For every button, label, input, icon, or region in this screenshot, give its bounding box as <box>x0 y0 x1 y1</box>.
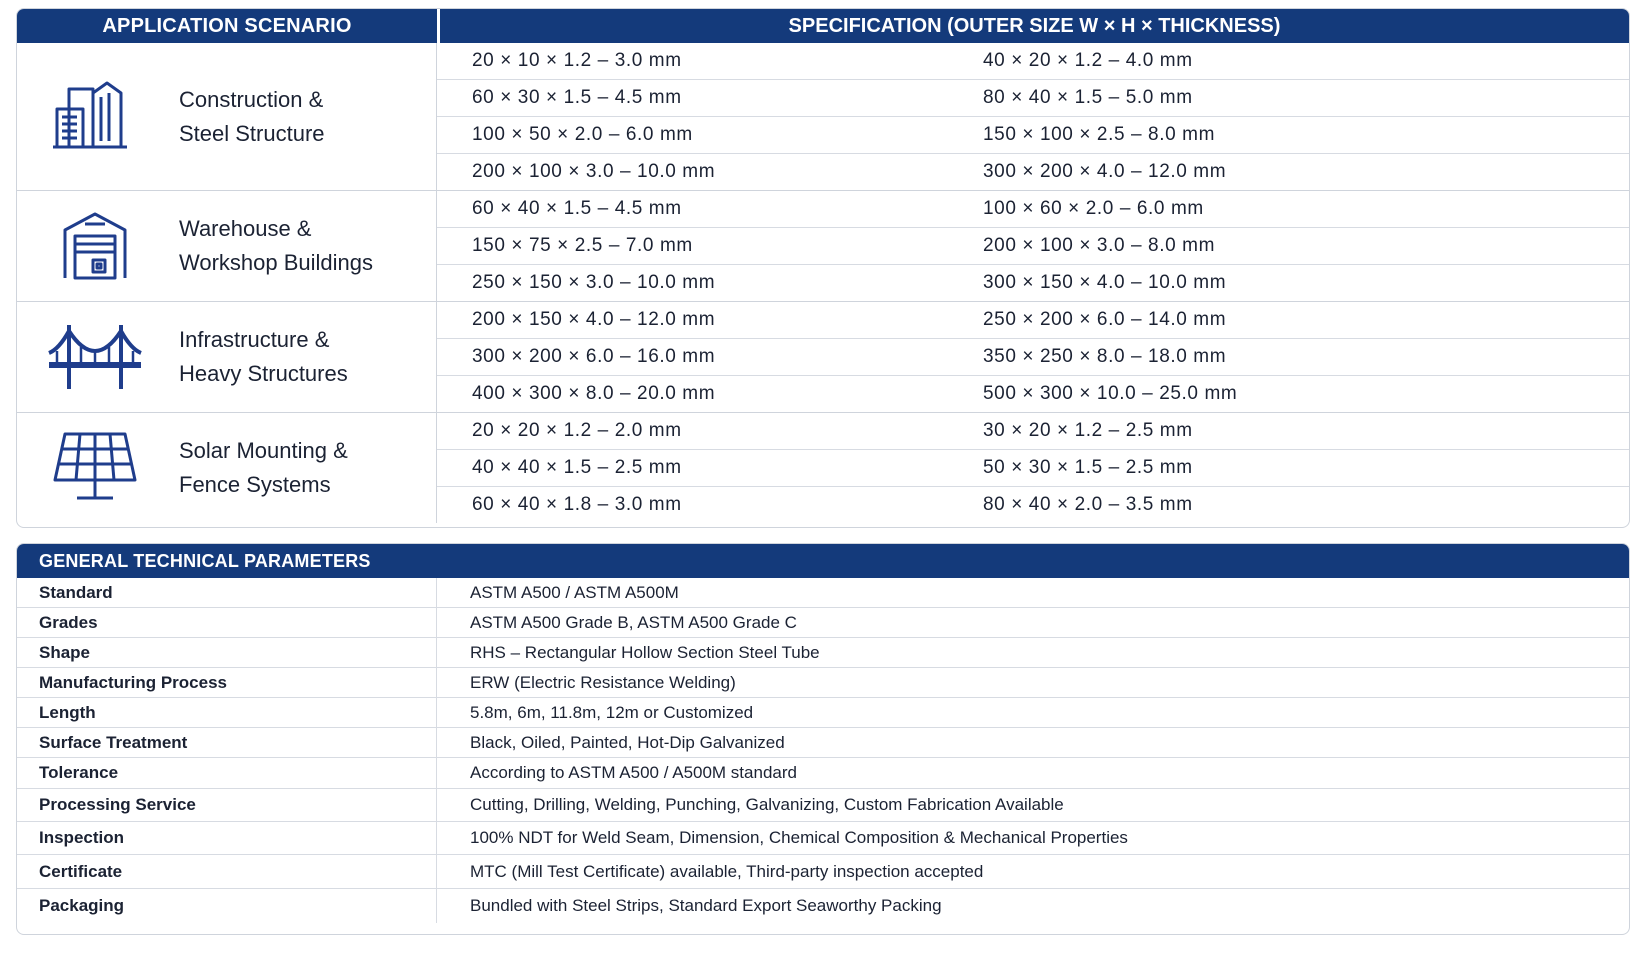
spec-size-cell: 150 × 100 × 2.5 – 8.0 mm <box>983 124 1215 145</box>
param-value: Cutting, Drilling, Welding, Punching, Galvanizing, Custom Fabrication Available <box>470 795 1064 814</box>
table-row <box>437 375 1629 412</box>
param-key: Shape <box>17 638 437 667</box>
spec-size-cell: 40 × 40 × 1.5 – 2.5 mm <box>472 457 682 478</box>
spec-rows <box>437 302 1629 412</box>
table-row <box>17 637 1629 667</box>
header-specification: SPECIFICATION (OUTER SIZE W × H × THICKNESS) <box>437 9 1629 43</box>
param-value: RHS – Rectangular Hollow Section Steel Tube <box>470 642 820 662</box>
param-value: 5.8m, 6m, 11.8m, 12m or Customized <box>470 702 754 722</box>
table-row <box>17 578 1629 607</box>
spec-size-cell: 200 × 100 × 3.0 – 10.0 mm <box>472 161 716 182</box>
param-value: ASTM A500 / ASTM A500M <box>470 582 679 602</box>
spec-size-cell: 60 × 40 × 1.5 – 4.5 mm <box>472 198 682 219</box>
spec-size-cell: 500 × 300 × 10.0 – 25.0 mm <box>983 383 1238 404</box>
spec-size-cell: 60 × 30 × 1.5 – 4.5 mm <box>472 87 682 108</box>
spec-rows <box>437 43 1629 190</box>
spec-size-cell: 30 × 20 × 1.2 – 2.5 mm <box>983 420 1193 441</box>
table-row <box>17 697 1629 727</box>
application-scenario-cell <box>17 302 437 412</box>
param-value: Bundled with Steel Strips, Standard Export Seaworthy Packing <box>470 896 942 915</box>
table-row <box>437 338 1629 375</box>
bridge-icon <box>45 317 145 397</box>
param-value: MTC (Mill Test Certificate) available, Third-party inspection accepted <box>470 861 984 881</box>
params-rows <box>17 578 1629 923</box>
scenario-label: Construction & Steel Structure <box>179 86 325 146</box>
spec-size-cell: 150 × 75 × 2.5 – 7.0 mm <box>472 235 693 256</box>
table-row <box>437 486 1629 523</box>
param-value: 100% NDT for Weld Seam, Dimension, Chemical Composition & Mechanical Properties <box>470 828 1128 847</box>
param-key: Grades <box>17 608 437 637</box>
spec-rows <box>437 413 1629 523</box>
technical-parameters-table <box>16 543 1630 935</box>
table-row <box>437 116 1629 153</box>
param-key: Inspection <box>17 822 437 854</box>
spec-table-header <box>17 9 1629 43</box>
table-row <box>17 854 1629 888</box>
table-row <box>437 227 1629 264</box>
table-row <box>17 667 1629 697</box>
spec-size-cell: 80 × 40 × 1.5 – 5.0 mm <box>983 87 1193 108</box>
param-key: Manufacturing Process <box>17 668 437 697</box>
spec-size-cell: 80 × 40 × 2.0 – 3.5 mm <box>983 494 1193 515</box>
param-key: Packaging <box>17 889 437 923</box>
specification-table <box>16 8 1630 528</box>
spec-size-cell: 100 × 50 × 2.0 – 6.0 mm <box>472 124 693 145</box>
param-key: Standard <box>17 578 437 607</box>
table-row <box>437 79 1629 116</box>
param-key: Length <box>17 698 437 727</box>
scenario-label: Solar Mounting & Fence Systems <box>179 438 348 497</box>
scenario-group <box>17 301 1629 412</box>
spec-size-cell: 300 × 200 × 4.0 – 12.0 mm <box>983 161 1227 182</box>
header-application-scenario: APPLICATION SCENARIO <box>102 14 352 37</box>
table-row <box>437 264 1629 301</box>
table-row <box>437 413 1629 449</box>
application-scenario-cell <box>17 191 437 301</box>
spec-size-cell: 250 × 200 × 6.0 – 14.0 mm <box>983 309 1227 330</box>
spec-size-cell: 400 × 300 × 8.0 – 20.0 mm <box>472 383 716 404</box>
spec-size-cell: 60 × 40 × 1.8 – 3.0 mm <box>472 494 682 515</box>
scenario-group <box>17 190 1629 301</box>
param-key: Certificate <box>17 855 437 888</box>
spec-size-cell: 50 × 30 × 1.5 – 2.5 mm <box>983 457 1193 478</box>
param-key: Processing Service <box>17 789 437 821</box>
scenario-group <box>17 412 1629 523</box>
solar-panel-icon <box>45 428 145 508</box>
scenario-group <box>17 43 1629 190</box>
warehouse-icon <box>45 206 145 286</box>
application-scenario-cell <box>17 43 437 190</box>
param-value: ERW (Electric Resistance Welding) <box>470 672 736 692</box>
table-row <box>437 449 1629 486</box>
spec-size-cell: 350 × 250 × 8.0 – 18.0 mm <box>983 346 1227 367</box>
param-key: Tolerance <box>17 758 437 788</box>
table-row <box>437 302 1629 338</box>
param-value: Black, Oiled, Painted, Hot-Dip Galvanized <box>470 732 785 752</box>
table-row <box>17 607 1629 637</box>
table-row <box>17 821 1629 854</box>
param-value: According to ASTM A500 / A500M standard <box>470 763 797 782</box>
spec-size-cell: 300 × 200 × 6.0 – 16.0 mm <box>472 346 716 367</box>
spec-size-cell: 40 × 20 × 1.2 – 4.0 mm <box>983 50 1193 71</box>
table-row <box>437 153 1629 190</box>
application-scenario-cell <box>17 413 437 523</box>
spec-size-cell: 200 × 100 × 3.0 – 8.0 mm <box>983 235 1215 256</box>
spec-size-cell: 20 × 10 × 1.2 – 3.0 mm <box>472 50 682 71</box>
table-row <box>17 888 1629 923</box>
table-row <box>437 191 1629 227</box>
table-row <box>17 727 1629 757</box>
spec-size-cell: 20 × 20 × 1.2 – 2.0 mm <box>472 420 682 441</box>
scenario-label: Warehouse & Workshop Buildings <box>179 216 374 275</box>
building-icon <box>45 77 145 157</box>
spec-size-cell: 250 × 150 × 3.0 – 10.0 mm <box>472 272 716 293</box>
param-key: Surface Treatment <box>17 728 437 757</box>
spec-rows <box>437 191 1629 301</box>
table-row <box>437 43 1629 79</box>
scenario-label: Infrastructure & Heavy Structures <box>179 327 348 386</box>
table-row <box>17 788 1629 821</box>
spec-size-cell: 200 × 150 × 4.0 – 12.0 mm <box>472 309 716 330</box>
spec-groups <box>17 43 1629 523</box>
spec-size-cell: 100 × 60 × 2.0 – 6.0 mm <box>983 198 1204 219</box>
spec-size-cell: 300 × 150 × 4.0 – 10.0 mm <box>983 272 1227 293</box>
params-title: GENERAL TECHNICAL PARAMETERS <box>17 544 1629 578</box>
param-value: ASTM A500 Grade B, ASTM A500 Grade C <box>470 612 797 632</box>
table-row <box>17 757 1629 788</box>
